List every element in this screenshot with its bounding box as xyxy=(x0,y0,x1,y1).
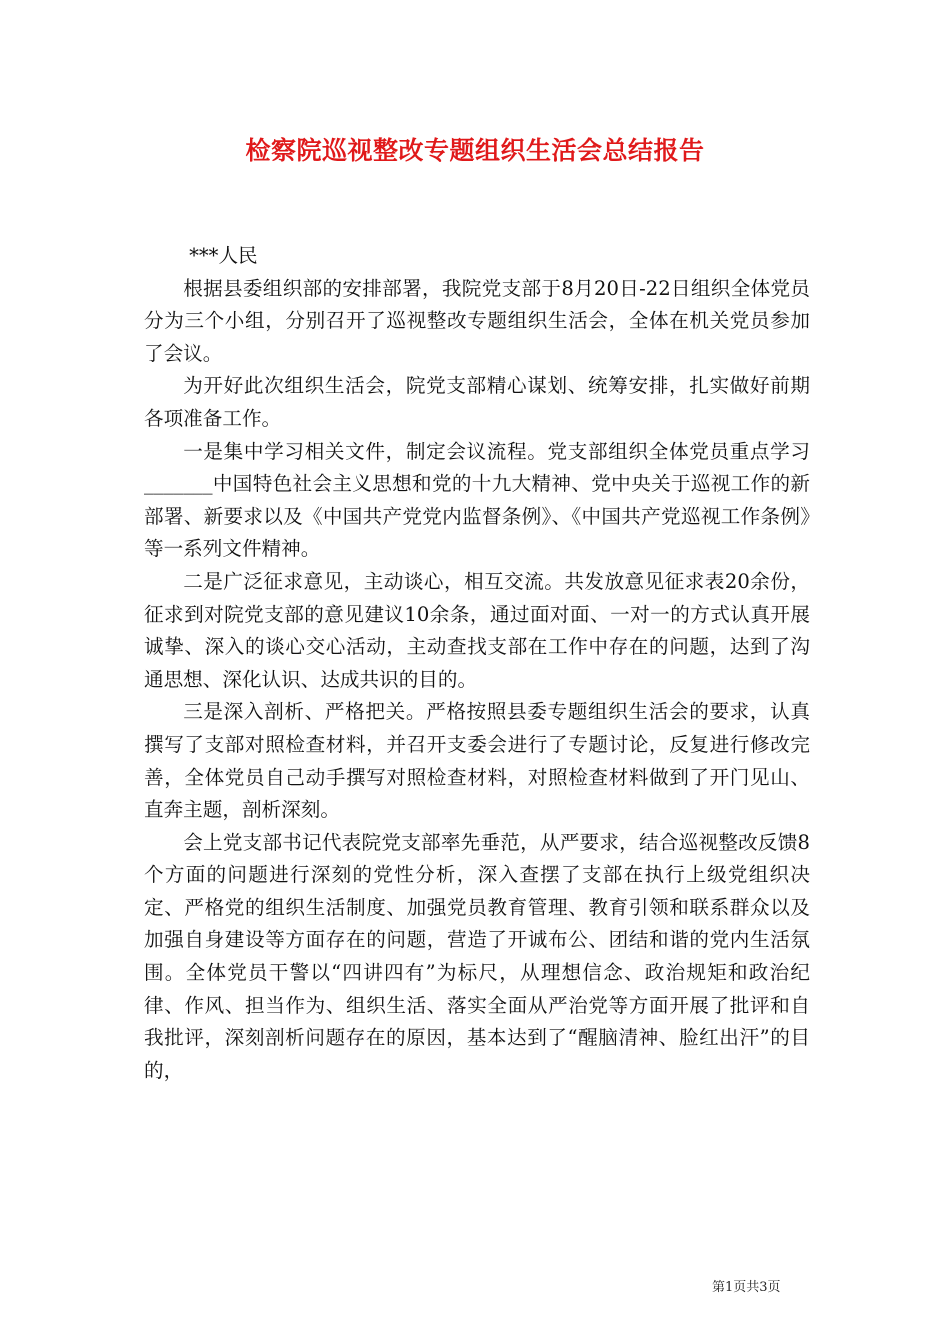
paragraph-5: 三是深入剖析、严格把关。严格按照县委专题组织生活会的要求，认真撰写了支部对照检查材料，并召开支委会进行了专题讨论，反复进行修改完善，全体党员自己动手撰写对照检查材料，对照检查材料做到了开门见山、直奔主题，剖析深刻。 xyxy=(144,700,810,822)
paragraph-1: 根据县委组织部的安排部署，我院党支部于8月20日-22日组织全体党员分为三个小组，分别召开了巡视整改专题组织生活会，全体在机关党员参加了会议。 xyxy=(144,276,810,365)
document-title: 检察院巡视整改专题组织生活会总结报告 xyxy=(245,136,705,165)
salutation: ***人民 xyxy=(189,244,258,267)
paragraph-2: 为开好此次组织生活会，院党支部精心谋划、统筹安排，扎实做好前期各项准备工作。 xyxy=(144,374,810,430)
paragraph-3: 一是集中学习相关文件，制定会议流程。党支部组织全体党员重点学习_______中国特色社会主义思想和党的十九大精神、党中央关于巡视工作的新部署、新要求以及《中国共产党党内监督条例》、《中国共产党巡视工作条例》等一系列文件精神。 xyxy=(144,439,810,561)
page-number: 第1页共3页 xyxy=(712,1280,781,1295)
paragraph-6: 会上党支部书记代表院党支部率先垂范，从严要求，结合巡视整改反馈8个方面的问题进行深刻的党性分析，深入查摆了支部在执行上级党组织决定、严格党的组织生活制度、加强党员教育管理、教育引领和联系群众以及加强自身建设等方面存在的问题，营造了开诚布公、团结和谐的党内生活氛围。全体党员干警以“四讲四有”为标尺，从理想信念、政治规矩和政治纪律、作风、担当作为、组织生活、落实全面从严治党等方面开展了批评和自我批评，深刻剖析问题存在的原因，基本达到了“醒脑清神、脸红出汗”的目的， xyxy=(144,830,810,1082)
document-body xyxy=(144,240,810,1087)
paragraph-4: 二是广泛征求意见，主动谈心，相互交流。共发放意见征求表20余份，征求到对院党支部的意见建议10余条，通过面对面、一对一的方式认真开展诚挚、深入的谈心交心活动，主动查找支部在工作中存在的问题，达到了沟通思想、深化认识、达成共识的目的。 xyxy=(144,569,810,691)
